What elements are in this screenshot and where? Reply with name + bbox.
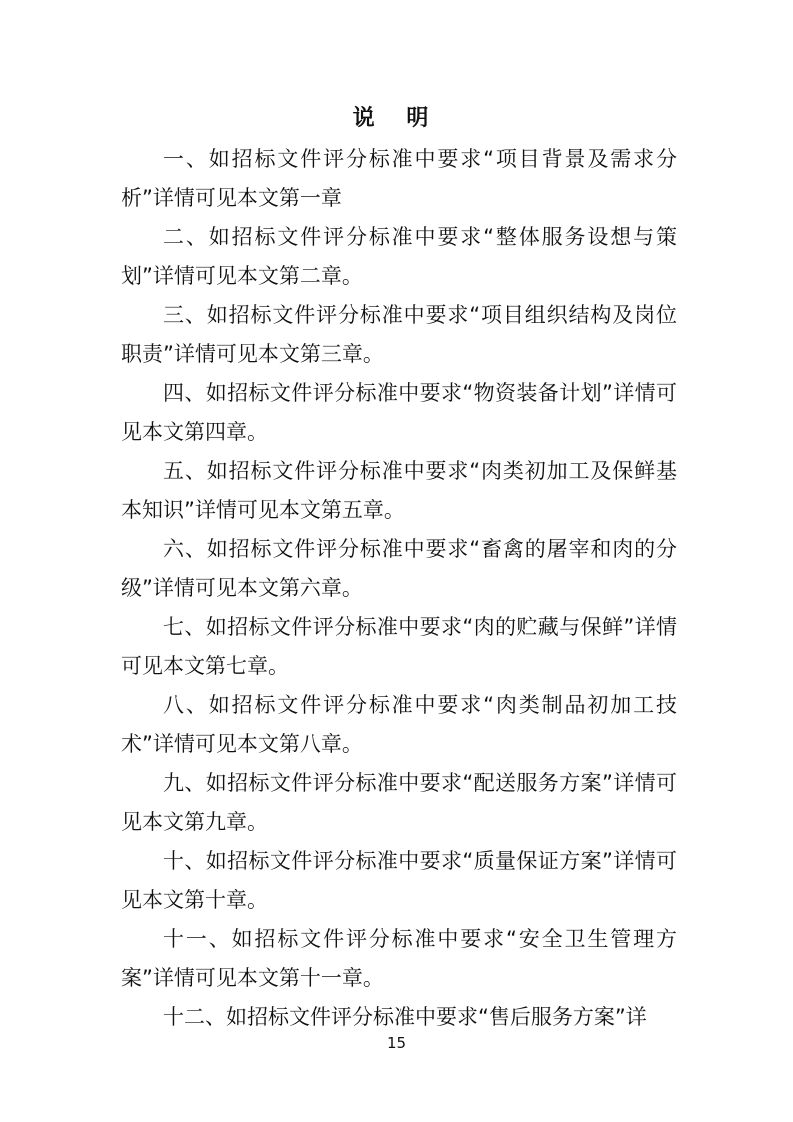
paragraph-4: 四、如招标文件评分标准中要求“物资装备计划”详情可见本文第四章。 [121, 381, 677, 444]
paragraph-2: 二、如招标文件评分标准中要求“整体服务设想与策划”详情可见本文第二章。 [121, 225, 677, 288]
paragraph-11: 十一、如招标文件评分标准中要求“安全卫生管理方案”详情可见本文第十一章。 [121, 927, 677, 990]
page-title: 说 明 [352, 106, 441, 131]
body-text [121, 140, 677, 1037]
paragraph-6: 六、如招标文件评分标准中要求“畜禽的屠宰和肉的分级”详情可见本文第六章。 [121, 537, 677, 600]
paragraph-8: 八、如招标文件评分标准中要求“肉类制品初加工技术”详情可见本文第八章。 [121, 693, 677, 756]
paragraph-1: 一、如招标文件评分标准中要求“项目背景及需求分析”详情可见本文第一章 [121, 147, 677, 210]
paragraph-5: 五、如招标文件评分标准中要求“肉类初加工及保鲜基本知识”详情可见本文第五章。 [121, 459, 677, 522]
paragraph-9: 九、如招标文件评分标准中要求“配送服务方案”详情可见本文第九章。 [121, 771, 677, 834]
paragraph-12: 十二、如招标文件评分标准中要求“售后服务方案”详 [163, 1005, 647, 1029]
paragraph-7: 七、如招标文件评分标准中要求“肉的贮藏与保鲜”详情可见本文第七章。 [121, 615, 677, 678]
paragraph-10: 十、如招标文件评分标准中要求“质量保证方案”详情可见本文第十章。 [121, 849, 677, 912]
paragraph-3: 三、如招标文件评分标准中要求“项目组织结构及岗位职责”详情可见本文第三章。 [121, 303, 677, 366]
page-number: 15 [386, 1034, 407, 1052]
